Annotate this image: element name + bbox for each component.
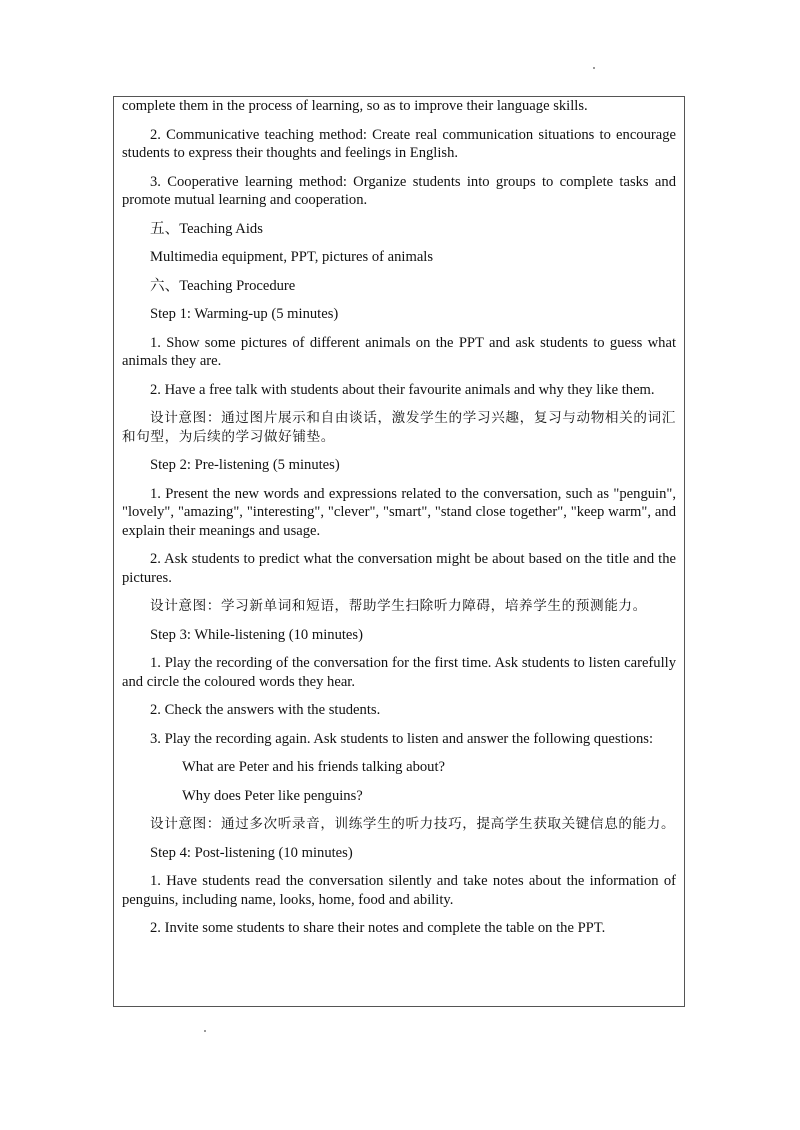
scan-mark-top [593,67,595,69]
heading-teaching-procedure: 六、Teaching Procedure [150,277,296,294]
paragraph-design-intent-3: 设计意图：通过多次听录音，训练学生的听力技巧，提高学生获取关键信息的能力。 [150,816,676,832]
paragraph-step1-item2: 2. Have a free talk with students about their favourite animals and why they like them. [150,381,655,398]
paragraph-teaching-aids: Multimedia equipment, PPT, pictures of animals [150,249,434,265]
paragraph-design-intent-1: 设计意图：通过图片展示和自由谈话，激发学生的学习兴趣，复习与动物相关的词汇和句型，为后续的学习做好铺垫。 [122,410,676,445]
paragraph-step3-item2: 2. Check the answers with the students. [150,702,381,718]
paragraph-step1-item1: 1. Show some pictures of different animals on the PPT and ask students to guess what animals they are. [122,334,676,369]
scan-mark-bottom [204,1030,206,1032]
paragraph-design-intent-2: 设计意图：学习新单词和短语，帮助学生扫除听力障碍，培养学生的预测能力。 [150,598,647,614]
question-1: What are Peter and his friends talking about? [182,759,446,775]
paragraph-step2-item2: 2. Ask students to predict what the conversation might be about based on the title and the pictures. [122,551,676,586]
heading-teaching-aids: 五、Teaching Aids [150,220,263,237]
heading-step-4: Step 4: Post-listening (10 minutes) [150,844,353,861]
paragraph-step3-item3: 3. Play the recording again. Ask students to listen and answer the following questions: [150,730,653,747]
paragraph-continuation: complete them in the process of learning, so as to improve their language skills. [122,98,588,114]
document-table-cell [113,96,685,1007]
heading-step-2: Step 2: Pre-listening (5 minutes) [150,457,340,473]
paragraph-step4-item2: 2. Invite some students to share their notes and complete the table on the PPT. [150,920,606,936]
paragraph-communicative-method: 2. Communicative teaching method: Create real communication situations to encourage students to express their thoughts and feelings in English. [122,126,676,161]
heading-step-1: Step 1: Warming-up (5 minutes) [150,306,339,322]
paragraph-step2-item1: 1. Present the new words and expressions related to the conversation, such as "penguin", "lovely", "amazing", "interesting", "clever", "smart", "stand close together", "keep warm", and explain their meanings and usage. [122,485,676,539]
paragraph-step4-item1: 1. Have students read the conversation silently and take notes about the information of penguins, including name, looks, home, food and ability. [122,873,676,908]
question-2: Why does Peter like penguins? [182,787,363,804]
paragraph-cooperative-method: 3. Cooperative learning method: Organize students into groups to complete tasks and promote mutual learning and cooperation. [122,173,676,208]
heading-step-3: Step 3: While-listening (10 minutes) [150,626,363,643]
paragraph-step3-item1: 1. Play the recording of the conversation for the first time. Ask students to listen carefully and circle the coloured words they hear. [122,655,676,690]
